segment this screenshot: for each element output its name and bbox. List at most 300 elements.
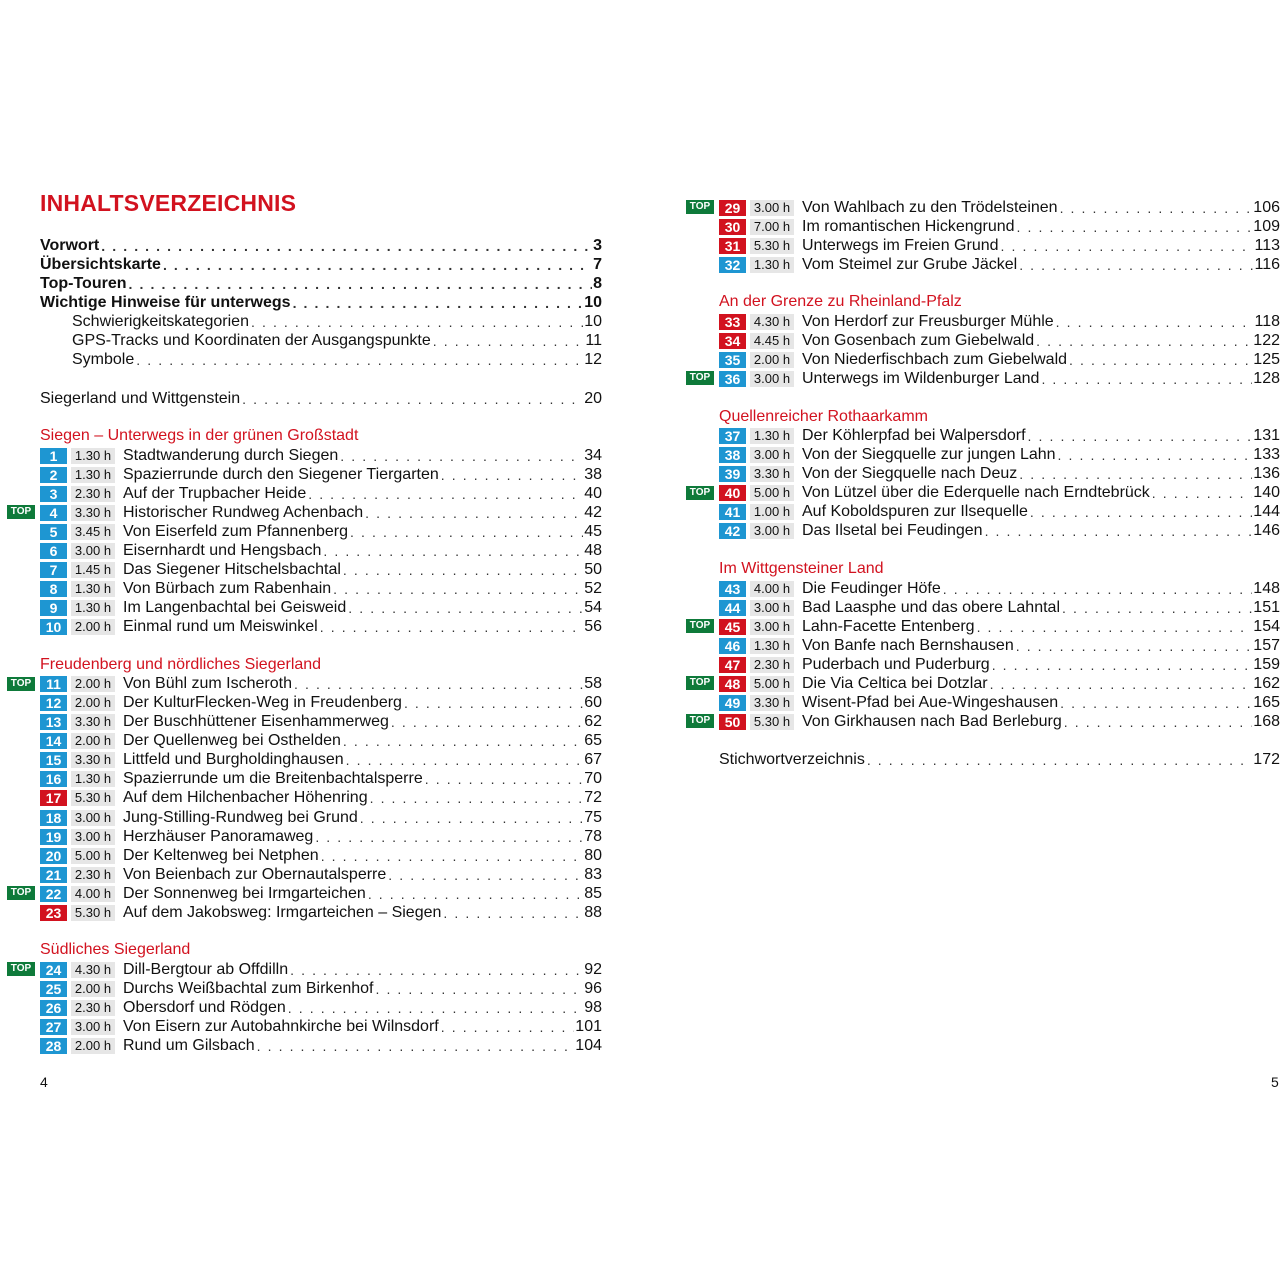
leader-dots xyxy=(985,523,1253,539)
tour-entry xyxy=(719,617,1280,636)
tour-number-badge: 17 xyxy=(40,790,67,806)
tour-entry xyxy=(40,770,602,789)
tour-entry xyxy=(40,465,602,484)
section-heading: Im Wittgensteiner Land xyxy=(719,559,884,577)
tour-title: Das Ilsetal bei Feudingen xyxy=(802,522,983,540)
leader-dots xyxy=(333,581,583,597)
tour-entry xyxy=(40,675,602,694)
tour-title: Der Köhlerpfad bei Walpersdorf xyxy=(802,427,1026,445)
tour-entry xyxy=(719,484,1280,503)
page-number-right: 5 xyxy=(1271,1074,1279,1090)
tour-entry xyxy=(719,465,1280,484)
leader-dots xyxy=(1056,314,1254,330)
tour-number-badge: 47 xyxy=(719,657,746,673)
toc-entry-page: 7 xyxy=(593,255,602,273)
tour-duration: 3.00 h xyxy=(71,829,115,845)
tour-page: 45 xyxy=(584,522,602,540)
tour-title: Spazierrunde um die Breitenbachtalsperre xyxy=(123,770,423,788)
tour-duration: 1.45 h xyxy=(71,562,115,578)
tour-duration: 3.00 h xyxy=(71,543,115,559)
tour-entry xyxy=(40,827,602,846)
tour-entry xyxy=(40,541,602,560)
section-heading: Freudenberg und nördliches Siegerland xyxy=(40,655,322,673)
tour-page: 83 xyxy=(584,865,602,883)
tour-entry xyxy=(719,312,1280,331)
tour-entry xyxy=(40,598,602,617)
tour-number-badge: 44 xyxy=(719,600,746,616)
tour-duration: 2.30 h xyxy=(71,867,115,883)
tour-duration: 2.00 h xyxy=(71,1038,115,1054)
tour-number-badge: 42 xyxy=(719,523,746,539)
leader-dots xyxy=(977,619,1253,635)
tour-number-badge: 3 xyxy=(40,486,67,502)
toc-entry-page: 12 xyxy=(584,350,602,368)
tour-number-badge: 26 xyxy=(40,1000,67,1016)
tour-duration: 3.00 h xyxy=(750,371,794,387)
tour-title: Vom Steimel zur Grube Jäckel xyxy=(802,255,1018,273)
tour-entry xyxy=(40,865,602,884)
tour-number-badge: 28 xyxy=(40,1038,67,1054)
leader-dots xyxy=(1019,257,1253,273)
tour-title: Von Beienbach zur Obernautalsperre xyxy=(123,865,387,883)
leader-dots xyxy=(441,467,583,483)
tour-number-badge: 4 xyxy=(40,505,67,521)
tour-number-badge: 31 xyxy=(719,238,746,254)
tour-duration: 2.30 h xyxy=(71,1000,115,1016)
tour-entry xyxy=(40,618,602,637)
tour-page: 62 xyxy=(584,713,602,731)
tour-duration: 2.30 h xyxy=(750,657,794,673)
leader-dots xyxy=(308,486,583,502)
tour-duration: 1.30 h xyxy=(71,581,115,597)
toc-entry xyxy=(40,274,602,293)
tour-entry xyxy=(719,712,1280,731)
tour-number-badge: 13 xyxy=(40,714,67,730)
tour-entry xyxy=(40,446,602,465)
toc-entry-page: 10 xyxy=(584,312,602,330)
tour-entry xyxy=(40,560,602,579)
toc-entry-title: Übersichtskarte xyxy=(40,255,161,273)
tour-page: 67 xyxy=(584,751,602,769)
tour-entry xyxy=(40,999,602,1018)
tour-page: 146 xyxy=(1253,522,1280,540)
tour-title: Von Eisern zur Autobahnkirche bei Wilnsdorf xyxy=(123,1018,439,1036)
tour-page: 52 xyxy=(584,579,602,597)
tour-number-badge: 30 xyxy=(719,219,746,235)
section-heading: Südliches Siegerland xyxy=(40,941,191,959)
leader-dots xyxy=(433,333,585,349)
tour-page: 85 xyxy=(584,884,602,902)
leader-dots xyxy=(360,810,583,826)
tour-duration: 2.00 h xyxy=(71,981,115,997)
tour-number-badge: 43 xyxy=(719,581,746,597)
leader-dots xyxy=(1152,485,1253,501)
tour-title: Puderbach und Puderburg xyxy=(802,655,990,673)
tour-title: Rund um Gilsbach xyxy=(123,1037,255,1055)
tour-duration: 3.30 h xyxy=(71,714,115,730)
tour-number-badge: 20 xyxy=(40,848,67,864)
page-title: INHALTSVERZEICHNIS xyxy=(40,190,297,216)
top-tour-badge: TOP xyxy=(7,505,35,519)
tour-title: Von Banfe nach Bernshausen xyxy=(802,636,1014,654)
toc-entry xyxy=(40,389,602,408)
tour-number-badge: 48 xyxy=(719,676,746,692)
toc-entry xyxy=(719,750,1280,769)
top-tour-badge: TOP xyxy=(686,371,714,385)
tour-duration: 1.30 h xyxy=(71,600,115,616)
tour-duration: 3.45 h xyxy=(71,524,115,540)
leader-dots xyxy=(990,676,1253,692)
toc-entry-title: Symbole xyxy=(72,350,135,368)
tour-entry xyxy=(719,674,1280,693)
tour-number-badge: 21 xyxy=(40,867,67,883)
leader-dots xyxy=(1019,466,1252,482)
tour-page: 75 xyxy=(584,808,602,826)
tour-duration: 4.00 h xyxy=(71,886,115,902)
tour-page: 96 xyxy=(584,979,602,997)
tour-duration: 3.30 h xyxy=(71,752,115,768)
tour-number-badge: 39 xyxy=(719,466,746,482)
leader-dots xyxy=(340,448,583,464)
tour-entry xyxy=(719,217,1280,236)
tour-title: Einmal rund um Meiswinkel xyxy=(123,618,318,635)
leader-dots xyxy=(257,1038,575,1054)
tour-number-badge: 34 xyxy=(719,333,746,349)
tour-entry xyxy=(40,579,602,598)
tour-number-badge: 25 xyxy=(40,981,67,997)
tour-duration: 3.00 h xyxy=(71,810,115,826)
tour-duration: 3.00 h xyxy=(750,447,794,463)
tour-title: Dill-Bergtour ab Offdilln xyxy=(123,960,289,978)
tour-title: Von Girkhausen nach Bad Berleburg xyxy=(802,712,1062,730)
tour-number-badge: 7 xyxy=(40,562,67,578)
tour-page: 128 xyxy=(1253,369,1280,387)
tour-page: 109 xyxy=(1253,217,1280,235)
tour-number-badge: 15 xyxy=(40,752,67,768)
leader-dots xyxy=(425,771,583,787)
tour-page: 78 xyxy=(584,827,602,845)
tour-duration: 5.00 h xyxy=(71,848,115,864)
tour-number-badge: 50 xyxy=(719,714,746,730)
tour-duration: 3.30 h xyxy=(750,466,794,482)
tour-duration: 2.00 h xyxy=(71,733,115,749)
leader-dots xyxy=(294,676,583,692)
tour-page: 38 xyxy=(584,465,602,483)
tour-entry xyxy=(40,1037,602,1056)
tour-page: 104 xyxy=(575,1037,602,1055)
tour-duration: 5.00 h xyxy=(750,485,794,501)
tour-duration: 1.30 h xyxy=(750,428,794,444)
tour-page: 165 xyxy=(1253,693,1280,711)
tour-number-badge: 9 xyxy=(40,600,67,616)
tour-title: Bad Laasphe und das obere Lahntal xyxy=(802,598,1060,616)
leader-dots xyxy=(129,276,593,292)
tour-entry xyxy=(40,713,602,732)
tour-number-badge: 18 xyxy=(40,810,67,826)
tour-number-badge: 1 xyxy=(40,448,67,464)
tour-title: Der KulturFlecken-Weg in Freudenberg xyxy=(123,694,402,712)
tour-page: 50 xyxy=(584,560,602,578)
tour-number-badge: 6 xyxy=(40,543,67,559)
toc-entry-page: 3 xyxy=(593,236,602,254)
leader-dots xyxy=(1058,447,1253,463)
leader-dots xyxy=(1062,600,1252,616)
tour-title: Von Herdorf zur Freusburger Mühle xyxy=(802,312,1054,330)
leader-dots xyxy=(365,505,583,521)
tour-duration: 2.00 h xyxy=(71,676,115,692)
tour-entry xyxy=(719,655,1280,674)
top-tour-badge: TOP xyxy=(686,200,714,214)
tour-entry xyxy=(40,979,602,998)
tour-title: Die Feudinger Höfe xyxy=(802,579,941,597)
tour-title: Unterwegs im Wildenburger Land xyxy=(802,369,1040,387)
tour-entry xyxy=(719,446,1280,465)
leader-dots xyxy=(293,295,584,311)
tour-page: 162 xyxy=(1253,674,1280,692)
toc-entry-title: GPS-Tracks und Koordinaten der Ausgangspunkte xyxy=(72,331,431,349)
tour-entry xyxy=(719,693,1280,712)
tour-title: Von Lützel über die Ederquelle nach Erndtebrück xyxy=(802,484,1150,502)
tour-title: Littfeld und Burgholdinghausen xyxy=(123,751,344,769)
tour-duration: 1.30 h xyxy=(750,638,794,654)
tour-title: Auf Koboldspuren zur Ilsequelle xyxy=(802,503,1028,521)
tour-title: Obersdorf und Rödgen xyxy=(123,999,286,1016)
tour-page: 148 xyxy=(1253,579,1280,597)
tour-title: Der Sonnenweg bei Irmgarteichen xyxy=(123,884,366,902)
tour-page: 122 xyxy=(1253,331,1280,349)
tour-entry xyxy=(40,1018,602,1037)
leader-dots xyxy=(368,886,583,902)
tour-title: Spazierrunde durch den Siegener Tiergarten xyxy=(123,465,439,483)
tour-entry xyxy=(40,751,602,770)
tour-entry xyxy=(40,846,602,865)
tour-number-badge: 19 xyxy=(40,829,67,845)
tour-page: 70 xyxy=(584,770,602,788)
tour-page: 144 xyxy=(1253,503,1280,521)
tour-number-badge: 38 xyxy=(719,447,746,463)
tour-number-badge: 45 xyxy=(719,619,746,635)
tour-duration: 4.00 h xyxy=(750,581,794,597)
tour-duration: 3.00 h xyxy=(750,619,794,635)
tour-page: 157 xyxy=(1253,636,1280,654)
tour-entry xyxy=(40,808,602,827)
tour-title: Von Eiserfeld zum Pfannenberg xyxy=(123,522,349,540)
tour-title: Stadtwanderung durch Siegen xyxy=(123,446,339,464)
tour-title: Von der Siegquelle nach Deuz xyxy=(802,465,1018,483)
toc-entry xyxy=(40,236,602,255)
toc-entry-page: 8 xyxy=(593,274,602,292)
tour-duration: 2.30 h xyxy=(71,486,115,502)
leader-dots xyxy=(404,695,583,711)
leader-dots xyxy=(370,790,584,806)
tour-entry xyxy=(719,503,1280,522)
tour-duration: 4.45 h xyxy=(750,333,794,349)
tour-title: Von Niederfischbach zum Giebelwald xyxy=(802,350,1068,368)
tour-page: 34 xyxy=(584,446,602,464)
tour-title: Der Quellenweg bei Osthelden xyxy=(123,732,341,750)
top-tour-badge: TOP xyxy=(686,714,714,728)
leader-dots xyxy=(346,752,584,768)
toc-entry xyxy=(72,350,602,369)
toc-entry xyxy=(40,293,602,312)
top-tour-badge: TOP xyxy=(7,886,35,900)
tour-page: 72 xyxy=(584,789,602,807)
leader-dots xyxy=(163,257,592,273)
tour-duration: 3.30 h xyxy=(71,505,115,521)
tour-entry xyxy=(719,331,1280,350)
tour-page: 48 xyxy=(584,541,602,559)
tour-duration: 5.30 h xyxy=(71,905,115,921)
tour-duration: 3.00 h xyxy=(750,200,794,216)
tour-duration: 3.00 h xyxy=(750,523,794,539)
tour-number-badge: 33 xyxy=(719,314,746,330)
tour-page: 131 xyxy=(1253,427,1280,445)
leader-dots xyxy=(242,391,583,407)
leader-dots xyxy=(321,848,584,864)
leader-dots xyxy=(290,962,583,978)
tour-title: Von Gosenbach zum Giebelwald xyxy=(802,331,1035,349)
tour-number-badge: 41 xyxy=(719,504,746,520)
top-tour-badge: TOP xyxy=(686,676,714,690)
tour-entry xyxy=(40,522,602,541)
page-number-left: 4 xyxy=(40,1074,48,1090)
tour-page: 133 xyxy=(1253,446,1280,464)
leader-dots xyxy=(867,752,1252,768)
tour-duration: 2.00 h xyxy=(71,695,115,711)
tour-title: Der Buschhüttener Eisenhammerweg xyxy=(123,713,389,731)
tour-number-badge: 36 xyxy=(719,371,746,387)
tour-page: 80 xyxy=(584,846,602,864)
leader-dots xyxy=(136,352,583,368)
tour-number-badge: 24 xyxy=(40,962,67,978)
leader-dots xyxy=(1041,371,1252,387)
tour-title: Auf dem Jakobsweg: Irmgarteichen – Siegen xyxy=(123,903,442,921)
tour-duration: 2.00 h xyxy=(71,619,115,635)
tour-page: 42 xyxy=(584,503,602,521)
tour-entry xyxy=(40,503,602,522)
tour-page: 101 xyxy=(575,1018,602,1036)
leader-dots xyxy=(375,981,583,997)
tour-page: 113 xyxy=(1254,236,1280,254)
tour-page: 151 xyxy=(1253,598,1280,616)
tour-duration: 4.30 h xyxy=(71,962,115,978)
leader-dots xyxy=(1030,504,1252,520)
tour-entry xyxy=(719,369,1280,388)
tour-entry xyxy=(40,903,602,922)
tour-title: Das Siegener Hitschelsbachtal xyxy=(123,560,341,578)
tour-title: Von Bühl zum Ischeroth xyxy=(123,675,292,693)
toc-entry-title: Stichwortverzeichnis xyxy=(719,750,865,768)
tour-number-badge: 27 xyxy=(40,1019,67,1035)
tour-title: Lahn-Facette Entenberg xyxy=(802,617,975,635)
tour-number-badge: 40 xyxy=(719,485,746,501)
tour-page: 92 xyxy=(584,960,602,978)
tour-title: Unterwegs im Freien Grund xyxy=(802,236,999,254)
toc-entry-page: 20 xyxy=(584,389,602,407)
tour-number-badge: 37 xyxy=(719,428,746,444)
tour-page: 116 xyxy=(1254,255,1280,273)
tour-number-badge: 10 xyxy=(40,619,67,635)
toc-entry-title: Schwierigkeitskategorien xyxy=(72,312,249,330)
tour-entry xyxy=(719,198,1280,217)
leader-dots xyxy=(288,1000,583,1016)
leader-dots xyxy=(1064,714,1253,730)
tour-number-badge: 35 xyxy=(719,352,746,368)
leader-dots xyxy=(343,562,583,578)
leader-dots xyxy=(992,657,1253,673)
tour-page: 136 xyxy=(1253,465,1280,483)
tour-page: 58 xyxy=(584,675,602,693)
leader-dots xyxy=(1069,352,1252,368)
tour-title: Die Via Celtica bei Dotzlar xyxy=(802,674,988,692)
tour-page: 98 xyxy=(584,999,602,1016)
tour-title: Im Langenbachtal bei Geisweid xyxy=(123,598,347,616)
tour-duration: 3.00 h xyxy=(750,600,794,616)
tour-entry xyxy=(40,960,602,979)
toc-entry-title: Siegerland und Wittgenstein xyxy=(40,389,241,407)
tour-entry xyxy=(40,484,602,503)
leader-dots xyxy=(391,714,583,730)
tour-duration: 5.30 h xyxy=(750,714,794,730)
tour-duration: 5.30 h xyxy=(71,790,115,806)
tour-entry xyxy=(719,579,1280,598)
leader-dots xyxy=(1036,333,1252,349)
tour-entry xyxy=(719,522,1280,541)
leader-dots xyxy=(323,543,583,559)
tour-page: 60 xyxy=(584,694,602,712)
tour-number-badge: 8 xyxy=(40,581,67,597)
leader-dots xyxy=(1001,238,1254,254)
tour-duration: 1.00 h xyxy=(750,504,794,520)
toc-entry-page: 10 xyxy=(584,293,602,311)
toc-entry xyxy=(72,312,602,331)
tour-title: Wisent-Pfad bei Aue-Wingeshausen xyxy=(802,693,1059,711)
tour-duration: 3.30 h xyxy=(750,695,794,711)
leader-dots xyxy=(943,581,1253,597)
tour-page: 168 xyxy=(1253,712,1280,730)
toc-entry-title: Vorwort xyxy=(40,236,100,254)
leader-dots xyxy=(1017,219,1253,235)
tour-title: Herzhäuser Panoramaweg xyxy=(123,827,314,845)
tour-title: Auf der Trupbacher Heide xyxy=(123,484,307,502)
tour-number-badge: 22 xyxy=(40,886,67,902)
tour-page: 106 xyxy=(1253,198,1280,216)
tour-number-badge: 16 xyxy=(40,771,67,787)
tour-duration: 3.00 h xyxy=(71,1019,115,1035)
tour-number-badge: 32 xyxy=(719,257,746,273)
tour-title: Von Wahlbach zu den Trödelsteinen xyxy=(802,198,1058,216)
leader-dots xyxy=(1060,695,1252,711)
toc-entry-page: 11 xyxy=(585,331,602,349)
tour-entry xyxy=(40,732,602,751)
tour-title: Jung-Stilling-Rundweg bei Grund xyxy=(123,808,358,826)
tour-entry xyxy=(719,427,1280,446)
leader-dots xyxy=(315,829,583,845)
leader-dots xyxy=(343,733,583,749)
tour-entry xyxy=(40,789,602,808)
tour-title: Von Bürbach zum Rabenhain xyxy=(123,579,332,597)
tour-page: 65 xyxy=(584,732,602,750)
tour-title: Von der Siegquelle zur jungen Lahn xyxy=(802,446,1056,464)
tour-duration: 1.30 h xyxy=(71,448,115,464)
tour-entry xyxy=(719,255,1280,274)
tour-number-badge: 14 xyxy=(40,733,67,749)
tour-entry xyxy=(719,350,1280,369)
tour-page: 88 xyxy=(584,903,602,921)
tour-page: 125 xyxy=(1253,350,1280,368)
tour-duration: 1.30 h xyxy=(750,257,794,273)
toc-entry-title: Top-Touren xyxy=(40,274,127,292)
